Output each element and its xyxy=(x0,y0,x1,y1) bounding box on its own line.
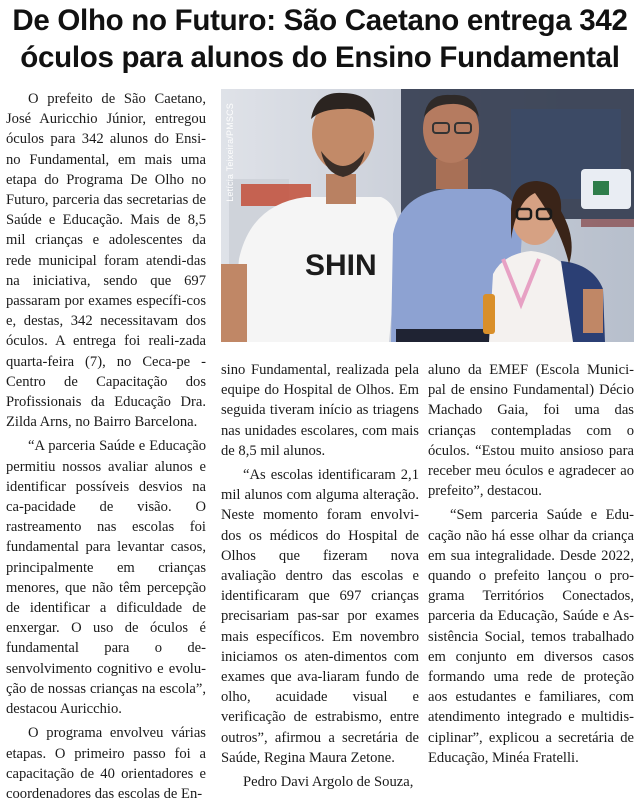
headline xyxy=(4,2,636,76)
shirt-print: SHIN xyxy=(305,249,377,282)
photo-credit: Letícia Teixeira/PMSCS xyxy=(225,103,235,202)
paragraph: sino Fundamental, realizada pela equipe do Hospital de Olhos. Em seguida tiveram início as triagens nas unidades escolares, com mais de 8,5 mil alunos. xyxy=(221,362,419,459)
headline-line-2: óculos para alunos do Ensino Fundamental xyxy=(20,41,620,74)
headline-line-1: De Olho no Futuro: São Caetano entrega 342 xyxy=(12,4,628,37)
paragraph: “As escolas identificaram 2,1 mil alunos com alguma alteração. Neste momento foram envolvi-dos os médicos do Hospital de Olhos que fizeram nova avaliação dentro das escolas e identificaram que 697 crianças precisariam pas-sar por exames mais específicos. Em novembro iniciamos os aten-dimentos com exames que ava-liaram fundo de olho, acuidade visual e verificação de estrabismo, entre outros”, afirmou a secretária de Saúde, Regina Maura Zetone. xyxy=(221,467,419,766)
paragraph: “Sem parceria Saúde e Edu-cação não há esse olhar da criança em sua integralidade. Desde 2022, quando o prefeito lançou o pro-grama Territórios Conectados, parceria da Educação, Saúde e As-sistência Social, temos trabalhado em conjunto em diversos casos formando uma rede de proteção aos estudantes e familiares, com atendimento integrado e multidis-ciplinar”, explicou a secretária de Educação, Minéa Fratelli. xyxy=(428,507,634,766)
article-column-1 xyxy=(6,89,206,804)
paragraph: Pedro Davi Argolo de Souza, xyxy=(243,774,414,791)
glasses-case xyxy=(483,294,495,334)
paragraph: aluno da EMEF (Escola Munici-pal de ensino Fundamental) Décio Machado Gaia, foi uma das crianças contempladas com o óculos. “Estou muito ansioso para receber meu óculos e agradecer ao prefeito”, destacou. xyxy=(428,362,634,500)
paragraph: O programa envolveu várias etapas. O primeiro passo foi a capacitação de 40 orientadores e coordenadores das escolas de En- xyxy=(6,725,206,802)
photo-illustration xyxy=(221,89,634,342)
article-photo xyxy=(221,89,634,342)
paragraph: “A parceria Saúde e Educação permitiu nossos avaliar alunos e identificar possíveis desvios na ca-pacidade de visão. O rastreamento nas escolas foi fundamental para levantar casos, principalmente em crianças menores, que não têm percepção de identificar a dificuldade de enxergar. O uso de óculos é fundamental para o de-senvolvimento cognitivo e evolu-ção de nossas crianças na escola”, destacou Auricchio. xyxy=(6,438,206,718)
article-column-3 xyxy=(428,360,634,768)
article-column-2 xyxy=(221,360,419,792)
paragraph: O prefeito de São Caetano, José Auricchio Júnior, entregou óculos para 342 alunos do Ensi-no Fundamental, em mais uma etapa do Programa De Olho no Futuro, parceria das secretarias de Saúde e Educação. Mais de 8,5 mil crianças e adolescentes da rede municipal foram atendi-das na iniciativa, sendo que 697 passaram por exames específi-cos e, destas, 342 necessitavam dos óculos. A entrega foi reali-zada quarta-feira (7), no Ceca-pe - Centro de Capacitação dos Profissionais da Educação Dra. Zilda Arns, no Bairro Barcelona. xyxy=(6,91,206,431)
